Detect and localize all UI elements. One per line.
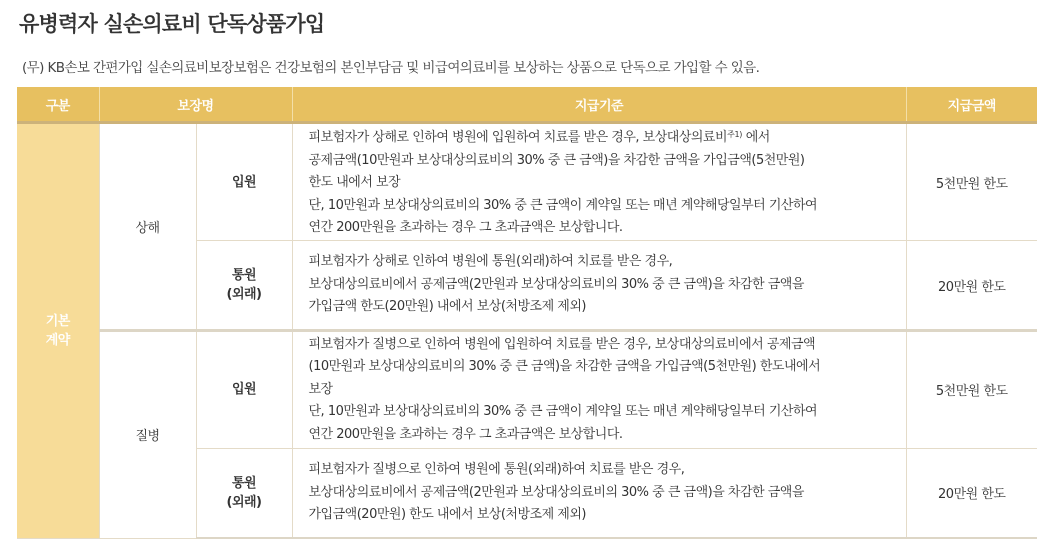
criteria-line [309,172,896,195]
criteria-text: 가입금액 한도(20만원) 내에서 보상(처방조제 제외) [308,299,586,315]
criteria-line [309,217,896,240]
criteria-text: 단, 10만원과 보상대상의료비의 30% 중 큰 금액이 계약일 또는 매년 계약해당일부터 기산하여 [308,197,818,213]
benefit-table-body [17,123,1037,539]
criteria-line [309,356,896,379]
criteria-text: 피보험자가 질병으로 인하여 병원에 통원(외래)하여 치료를 받은 경우, [308,462,685,478]
coverage-name-cell [196,241,292,331]
benefit-table [17,87,1037,539]
criteria-line [309,424,896,447]
criteria-text: 보상대상의료비에서 공제금액(2만원과 보상대상의료비의 30% 중 큰 금액)을 차감한 금액을 [308,276,804,292]
criteria-text: 피보험자가 상해로 인하여 병원에 입원하여 치료를 받은 경우, 보상대상의료비 [308,130,728,146]
criteria-cell [292,330,906,448]
amount-cell: 20만원 한도 [906,241,1037,331]
criteria-text: 피보험자가 상해로 인하여 병원에 통원(외래)하여 치료를 받은 경우, [308,254,673,270]
coverage-name-cell [196,448,292,538]
page-title: 유병력자 실손의료비 단독상품가입 [19,12,325,36]
criteria-line [309,504,896,527]
amount-cell: 20만원 한도 [906,448,1037,538]
category-label-line: 기본 [45,313,70,329]
criteria-text: 연간 200만원을 초과하는 경우 그 초과금액은 보상합니다. [308,220,623,236]
category-label-line: 계약 [45,332,70,348]
header-category: 구분 [17,87,99,123]
criteria-line [309,296,896,319]
category-cell [17,123,99,539]
coverage-name-cell [196,330,292,448]
criteria-cell [292,448,906,538]
coverage-name-line: 통원 [231,268,257,284]
criteria-line [309,482,896,505]
criteria-text: 피보험자가 질병으로 인하여 병원에 입원하여 치료를 받은 경우, 보상대상의료비에서 공제금액 [308,336,816,352]
amount-cell: 5천만원 한도 [906,330,1037,448]
header-coverage: 보장명 [99,87,292,123]
criteria-text: 보장 [308,381,333,397]
criteria-text: 공제금액(10만원과 보상대상의료비의 30% 중 큰 금액)을 차감한 금액을 가입금액(5천만원) [308,152,805,168]
criteria-line [309,401,896,424]
criteria-line [309,251,896,274]
criteria-line [309,150,896,173]
coverage-name-line: (외래) [226,287,262,303]
table-row [17,123,1037,241]
criteria-cell [292,241,906,331]
criteria-cell [292,123,906,241]
criteria-text: (10만원과 보상대상의료비의 30% 중 큰 금액)을 차감한 금액을 가입금액(5천만원) 한도내에서 [308,359,821,375]
amount-cell: 5천만원 한도 [906,123,1037,241]
criteria-line [309,459,896,482]
criteria-text: 단, 10만원과 보상대상의료비의 30% 중 큰 금액이 계약일 또는 매년 계약해당일부터 기산하여 [308,404,818,420]
footnote-marker: 주1) [727,130,743,140]
page-description: (무) KB손보 간편가입 실손의료비보장보험은 건강보험의 본인부담금 및 비급여의료비를 보상하는 상품으로 단독으로 가입할 수 있음. [22,60,760,76]
coverage-name-cell [196,123,292,241]
header-criteria: 지급기준 [292,87,906,123]
coverage-name-line: 통원 [231,475,257,491]
criteria-text: 한도 내에서 보장 [308,175,401,191]
criteria-text-continued: 에서 [742,130,770,146]
criteria-line [309,379,896,402]
criteria-line [309,274,896,297]
coverage-name-line: 입원 [231,382,257,398]
coverage-name-line: (외래) [226,494,262,510]
coverage-group-cell: 상해 [99,123,196,331]
criteria-text: 연간 200만원을 초과하는 경우 그 초과금액은 보상합니다. [308,426,623,442]
coverage-name-line: 입원 [231,174,257,190]
criteria-text: 가입금액(20만원) 한도 내에서 보상(처방조제 제외) [308,507,586,523]
criteria-text: 보상대상의료비에서 공제금액(2만원과 보상대상의료비의 30% 중 큰 금액)을 차감한 금액을 [308,484,804,500]
criteria-line [309,334,896,357]
coverage-group-cell: 질병 [99,330,196,538]
criteria-line [309,195,896,218]
header-amount: 지급금액 [906,87,1037,123]
criteria-line [309,124,896,150]
table-row [17,330,1037,448]
table-header-row [17,87,1037,123]
